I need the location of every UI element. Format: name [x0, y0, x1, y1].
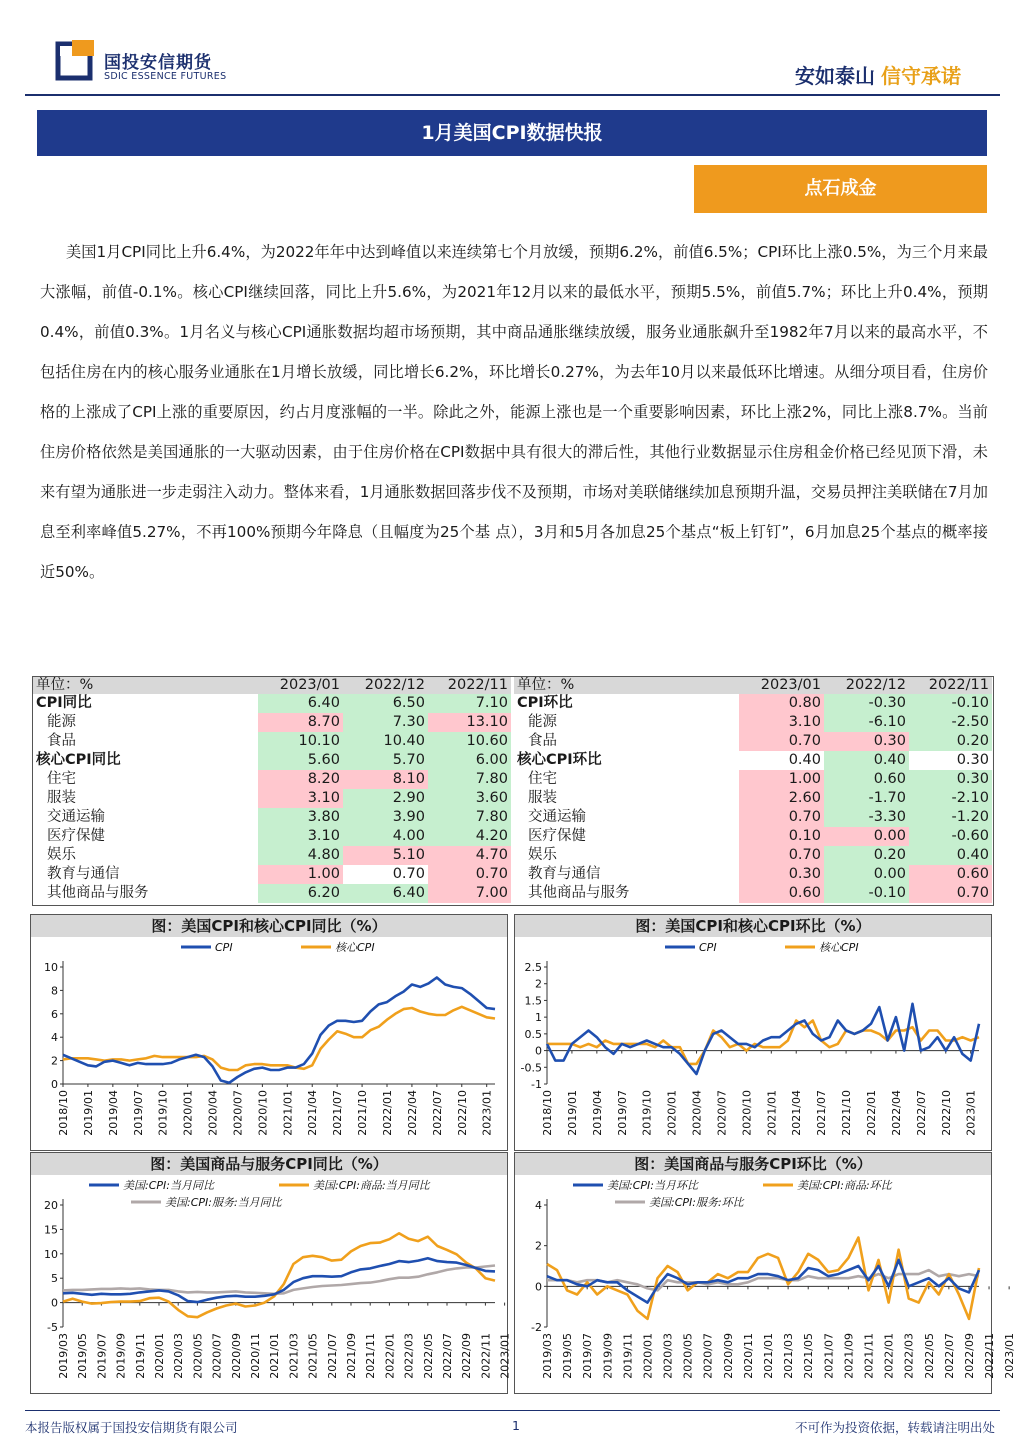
table-cell: 0.80	[739, 694, 824, 713]
y-tick-label: 10	[44, 1247, 58, 1261]
x-tick-label: 2022/11	[479, 1333, 493, 1379]
x-tick-label: 2020/05	[191, 1333, 205, 1379]
x-tick-label: 2021/09	[345, 1333, 358, 1379]
table-cell: 0.60	[739, 884, 824, 903]
y-tick-label: -2	[531, 1321, 542, 1334]
table-cell: -2.10	[909, 789, 992, 808]
x-tick-label: 2021/11	[862, 1333, 876, 1379]
table-cell: 1.00	[258, 865, 343, 884]
legend-label: 美国:CPI:商品:环比	[797, 1179, 892, 1192]
row-label: CPI环比	[514, 694, 739, 713]
y-tick-label: 1	[535, 1011, 542, 1025]
legend-label: CPI	[699, 941, 717, 954]
legend-label: 核心CPI	[335, 941, 375, 954]
x-tick-label: 2021/10	[840, 1090, 854, 1136]
x-tick-label: 2022/04	[889, 1090, 903, 1136]
x-tick-label: 2020/05	[681, 1333, 695, 1379]
x-tick-label: 2020/11	[249, 1333, 262, 1379]
table-cell: -0.60	[909, 827, 992, 846]
x-tick-label: 2022/03	[902, 1333, 916, 1379]
table-cell: 5.70	[343, 751, 428, 770]
row-label: 能源	[33, 713, 258, 732]
x-tick-label: 2022/01	[381, 1090, 394, 1136]
table-cell: 8.20	[258, 770, 343, 789]
table-cell: 0.70	[739, 846, 824, 865]
table-cell: 6.20	[258, 884, 343, 903]
y-tick-label: 2.5	[524, 961, 542, 974]
table-cell: 0.40	[909, 846, 992, 865]
table-cell: 0.10	[739, 827, 824, 846]
summary-paragraph: 美国1月CPI同比上升6.4%，为2022年年中达到峰值以来连续第七个月放缓，预期6.2%，前值6.5%；CPI环比上涨0.5%，为三个月来最大涨幅，前值-0.1%。核心CPI继续回落，同比上升5.6%，为2021年12月以来的最低水平，预期5.5%，前值5.7%；环比上升0.4%，预期0.4%，前值0.3%。1月名义与核心CPI通胀数据均超市场预期，其中商品通胀继续放缓，服务业通胀飙升至1982年7月以来的最高水平，不包括住房在内的核心服务业通胀在1月增长放缓，同比增长6.2%，环比增长0.27%，为去年10月以来最低环比增速。从细分项目看，住房价格的上涨成了CPI上涨的重要原因，约占月度涨幅的一半。除此之外，能源上涨也是一个重要影响因素，环比上涨2%，同比上涨8.7%。当前住房价格依然是美国通胀的一大驱动因素，由于住房价格在CPI数据中具有很大的滞后性，其他行业数据显示住房租金价格已经见顶下滑，未来有望为通胀进一步走弱注入动力。整体来看，1月通胀数据回落步伐不及预期，市场对美联储继续加息预期升温，交易员押注美联储在7月加息至利率峰值5.27%，不再100%预期今年降息（且幅度为25个基 点），3月和5月各加息25个基点“板上钉钉”，6月加息25个基点的概率接近50%。	[40, 243, 988, 581]
row-label: 医疗保健	[514, 827, 739, 846]
x-tick-label: 2022/05	[922, 1333, 936, 1379]
table-cell: 3.90	[343, 808, 428, 827]
x-tick-label: 2020/04	[206, 1090, 220, 1136]
x-tick-label: 2021/04	[306, 1090, 320, 1136]
series-line	[63, 1007, 495, 1070]
logo-company-name-en: SDIC ESSENCE FUTURES	[104, 71, 227, 82]
table-cell: 4.70	[428, 846, 511, 865]
x-tick-label: 2020/07	[210, 1333, 224, 1379]
table-cell: 10.60	[428, 732, 511, 751]
table-cell: 6.40	[343, 884, 428, 903]
legend-label: 美国:CPI:当月环比	[607, 1179, 698, 1192]
table-row	[514, 751, 992, 770]
table-cell: 0.30	[909, 770, 992, 789]
y-tick-label: -1	[531, 1078, 542, 1091]
x-tick-label: 2021/01	[268, 1333, 282, 1379]
chart-panel-cpi-mom	[514, 914, 992, 1151]
footer-disclaimer: 不可作为投资依据，转载请注明出处	[794, 1420, 995, 1435]
x-tick-label: 2023/01	[498, 1333, 512, 1379]
x-tick-label: 2022/09	[460, 1333, 474, 1379]
table-cell: 4.80	[258, 846, 343, 865]
table-row	[514, 808, 992, 827]
table-row	[33, 732, 511, 751]
y-tick-label: -0.5	[520, 1061, 542, 1075]
table-column-header: 2022/11	[428, 677, 511, 694]
table-unit: 单位：%	[33, 677, 258, 694]
x-tick-label: 2020/09	[721, 1333, 735, 1379]
row-label: 教育与通信	[33, 865, 258, 884]
logo-company-name: 国投安信期货	[104, 53, 212, 73]
x-tick-label: 2020/03	[172, 1333, 186, 1379]
x-tick-label: 2021/07	[815, 1090, 829, 1136]
table-cell: 8.70	[258, 713, 343, 732]
row-label: 核心CPI环比	[514, 751, 739, 770]
table-cell: 7.80	[428, 808, 511, 827]
x-tick-label: 2019/04	[106, 1090, 120, 1136]
table-row	[514, 884, 992, 903]
table-column-header: 2023/01	[739, 677, 824, 694]
table-column-header: 2022/12	[343, 677, 428, 694]
report-title: 1月美国CPI数据快报	[37, 110, 987, 156]
x-tick-label: 2023/01	[964, 1090, 978, 1136]
chart-goods-services-yoy	[31, 1175, 512, 1393]
x-tick-label: 2018/10	[541, 1090, 554, 1136]
x-tick-label: 2020/09	[229, 1333, 243, 1379]
table-header-row	[514, 677, 992, 694]
y-tick-label: 4	[535, 1199, 542, 1212]
table-cell: 0.00	[824, 865, 909, 884]
x-tick-label: 2019/10	[640, 1090, 654, 1136]
x-tick-label: 2022/11	[983, 1333, 997, 1379]
x-tick-label: 2019/04	[590, 1090, 604, 1136]
header-divider	[25, 94, 1000, 96]
table-cell: -1.20	[909, 808, 992, 827]
table-cell: 0.40	[824, 751, 909, 770]
row-label: 娱乐	[514, 846, 739, 865]
x-tick-label: 2022/07	[942, 1333, 956, 1379]
y-tick-label: 0.5	[524, 1027, 542, 1041]
x-tick-label: 2022/03	[402, 1333, 416, 1379]
table-cell: 0.70	[343, 865, 428, 884]
x-tick-label: 2019/01	[565, 1090, 579, 1136]
table-column-header: 2022/11	[909, 677, 992, 694]
table-cell: 0.00	[824, 827, 909, 846]
x-tick-label: 2019/07	[131, 1090, 145, 1136]
legend-label: 美国:CPI:服务:环比	[649, 1196, 744, 1209]
x-tick-label: 2019/11	[621, 1333, 635, 1379]
x-tick-label: 2021/05	[802, 1333, 816, 1379]
x-tick-label: 2022/05	[421, 1333, 435, 1379]
x-tick-label: 2020/04	[690, 1090, 704, 1136]
slogan-part-1: 安如泰山	[795, 64, 875, 88]
row-label: 娱乐	[33, 846, 258, 865]
x-tick-label: 2020/01	[153, 1333, 166, 1379]
y-tick-label: 2	[535, 977, 542, 991]
x-tick-label: 2020/01	[641, 1333, 655, 1379]
x-tick-label: 2020/10	[740, 1090, 754, 1136]
table-header-row	[33, 677, 511, 694]
row-label: 交通运输	[514, 808, 739, 827]
table-row	[33, 751, 511, 770]
table-unit: 单位：%	[514, 677, 739, 694]
x-tick-label: 2022/01	[865, 1090, 878, 1136]
x-tick-label: 2020/01	[181, 1090, 195, 1136]
table-cell: 3.60	[428, 789, 511, 808]
series-line	[63, 1258, 495, 1302]
y-tick-label: 2	[51, 1054, 58, 1068]
x-tick-label: 2022/07	[441, 1333, 454, 1379]
x-tick-label: 2019/07	[95, 1333, 109, 1379]
x-tick-label: 2021/07	[325, 1333, 339, 1379]
table-row	[33, 770, 511, 789]
x-tick-label: 2022/10	[455, 1090, 469, 1136]
row-label: 能源	[514, 713, 739, 732]
table-cell: 0.30	[824, 732, 909, 751]
slogan	[795, 60, 961, 89]
table-cell: 3.10	[739, 713, 824, 732]
table-row	[514, 694, 992, 713]
legend-label: 美国:CPI:当月同比	[123, 1179, 214, 1192]
x-tick-label: 2020/07	[715, 1090, 729, 1136]
table-cell: 7.10	[428, 694, 511, 713]
table-row	[33, 827, 511, 846]
series-line	[547, 1021, 979, 1064]
x-tick-label: 2022/07	[430, 1090, 444, 1136]
y-tick-label: 0	[535, 1044, 542, 1058]
y-tick-label: 6	[51, 1007, 58, 1021]
y-tick-label: 1.5	[524, 994, 542, 1008]
table-row	[514, 770, 992, 789]
table-cell: 0.20	[824, 846, 909, 865]
sdic-logo-icon	[52, 40, 94, 82]
table-cell: 7.30	[343, 713, 428, 732]
y-tick-label: 10	[44, 961, 58, 974]
table-cell: 0.70	[739, 732, 824, 751]
row-label: 核心CPI同比	[33, 751, 258, 770]
table-cell: -6.10	[824, 713, 909, 732]
table-cell: 5.60	[258, 751, 343, 770]
x-tick-label: 2022/10	[939, 1090, 953, 1136]
table-cell: 2.60	[739, 789, 824, 808]
x-tick-label: 2022/09	[962, 1333, 976, 1379]
x-tick-label: 2020/10	[256, 1090, 270, 1136]
chart-title: 图：美国商品与服务CPI同比（%）	[31, 1153, 507, 1175]
table-cell: 0.30	[909, 751, 992, 770]
y-tick-label: 15	[44, 1223, 58, 1237]
page-number: 1	[512, 1418, 520, 1433]
cpi-mom-table	[514, 677, 992, 903]
table-cell: 8.10	[343, 770, 428, 789]
x-tick-label: 2019/01	[81, 1090, 95, 1136]
table-row	[514, 846, 992, 865]
x-tick-label: 2021/05	[306, 1333, 320, 1379]
x-tick-label: 2023/01	[480, 1090, 494, 1136]
table-cell: 5.10	[343, 846, 428, 865]
y-tick-label: -5	[47, 1321, 58, 1334]
x-tick-label: 2021/07	[331, 1090, 345, 1136]
x-tick-label: 2019/05	[76, 1333, 90, 1379]
table-cell: 6.40	[258, 694, 343, 713]
x-tick-label: 2020/03	[661, 1333, 675, 1379]
row-label: 其他商品与服务	[514, 884, 739, 903]
table-row	[514, 732, 992, 751]
y-tick-label: 0	[51, 1078, 58, 1091]
x-tick-label: 2018/10	[57, 1090, 70, 1136]
table-cell: 0.60	[824, 770, 909, 789]
table-cell: 0.40	[739, 751, 824, 770]
table-cell: -0.10	[824, 884, 909, 903]
chart-cpi-yoy	[31, 937, 507, 1150]
table-cell: 7.80	[428, 770, 511, 789]
row-label: 住宅	[514, 770, 739, 789]
table-row	[33, 713, 511, 732]
table-cell: -0.10	[909, 694, 992, 713]
table-cell: 4.20	[428, 827, 511, 846]
table-column-header: 2022/12	[824, 677, 909, 694]
x-tick-label: 2021/03	[287, 1333, 301, 1379]
x-tick-label: 2019/07	[615, 1090, 629, 1136]
y-tick-label: 20	[44, 1199, 58, 1212]
x-tick-label: 2019/03	[57, 1333, 70, 1379]
x-tick-label: 2020/07	[231, 1090, 245, 1136]
table-cell: 2.90	[343, 789, 428, 808]
row-label: CPI同比	[33, 694, 258, 713]
x-tick-label: 2019/09	[114, 1333, 128, 1379]
x-tick-label: 2022/01	[882, 1333, 896, 1379]
y-tick-label: 2	[535, 1239, 542, 1253]
row-label: 交通运输	[33, 808, 258, 827]
x-tick-label: 2022/04	[405, 1090, 419, 1136]
legend-label: CPI	[215, 941, 233, 954]
row-label: 医疗保健	[33, 827, 258, 846]
x-tick-label: 2021/09	[842, 1333, 856, 1379]
x-tick-label: 2023/01	[1003, 1333, 1017, 1379]
table-cell: 10.40	[343, 732, 428, 751]
chart-panel-cpi-yoy	[30, 914, 508, 1151]
series-line	[63, 1233, 495, 1317]
table-row	[33, 694, 511, 713]
x-tick-label: 2021/01	[762, 1333, 776, 1379]
x-tick-label: 2021/01	[281, 1090, 295, 1136]
table-cell: 3.80	[258, 808, 343, 827]
table-cell: -2.50	[909, 713, 992, 732]
x-tick-label: 2020/07	[701, 1333, 715, 1379]
table-cell: 0.70	[909, 884, 992, 903]
chart-panel-goods-services-yoy	[30, 1152, 512, 1394]
table-cell: 10.10	[258, 732, 343, 751]
table-row	[33, 789, 511, 808]
table-row	[514, 789, 992, 808]
chart-cpi-mom	[515, 937, 991, 1150]
legend-label: 核心CPI	[819, 941, 859, 954]
x-tick-label: 2020/01	[665, 1090, 679, 1136]
table-cell: 0.20	[909, 732, 992, 751]
table-row	[33, 808, 511, 827]
x-tick-label: 2021/04	[790, 1090, 804, 1136]
x-tick-label: 2021/11	[364, 1333, 378, 1379]
table-cell: -0.30	[824, 694, 909, 713]
x-tick-label: 2022/01	[383, 1333, 397, 1379]
table-cell: -1.70	[824, 789, 909, 808]
y-tick-label: 5	[51, 1272, 58, 1286]
table-row	[33, 865, 511, 884]
y-tick-label: 0	[535, 1280, 542, 1294]
table-cell: 6.50	[343, 694, 428, 713]
x-tick-label: 2021/03	[782, 1333, 796, 1379]
row-label: 食品	[514, 732, 739, 751]
x-tick-label: 2021/10	[356, 1090, 370, 1136]
x-tick-label: 2019/09	[601, 1333, 615, 1379]
x-tick-label: 2019/10	[156, 1090, 170, 1136]
chart-title: 图：美国商品与服务CPI环比（%）	[515, 1153, 991, 1175]
legend-label: 美国:CPI:商品:当月同比	[313, 1179, 430, 1192]
series-line	[547, 1004, 979, 1074]
x-tick-label: 2019/05	[561, 1333, 575, 1379]
y-tick-label: 8	[51, 984, 58, 998]
series-line	[547, 1260, 979, 1303]
table-cell: 6.00	[428, 751, 511, 770]
table-cell: 0.70	[428, 865, 511, 884]
chart-title: 图：美国CPI和核心CPI环比（%）	[515, 915, 991, 937]
x-tick-label: 2021/01	[765, 1090, 779, 1136]
row-label: 服装	[514, 789, 739, 808]
footer-copyright: 本报告版权属于国投安信期货有限公司	[25, 1420, 238, 1435]
table-row	[514, 713, 992, 732]
table-row	[33, 846, 511, 865]
table-cell: 13.10	[428, 713, 511, 732]
table-cell: 0.70	[739, 808, 824, 827]
row-label: 教育与通信	[514, 865, 739, 884]
table-cell: -3.30	[824, 808, 909, 827]
table-cell: 3.10	[258, 827, 343, 846]
x-tick-label: 2019/03	[541, 1333, 554, 1379]
series-line	[63, 978, 495, 1083]
table-cell: 0.60	[909, 865, 992, 884]
x-tick-label: 2021/07	[822, 1333, 836, 1379]
y-tick-label: 0	[51, 1296, 58, 1310]
table-cell: 4.00	[343, 827, 428, 846]
chart-goods-services-mom	[515, 1175, 1017, 1393]
legend-label: 美国:CPI:服务:当月同比	[165, 1196, 282, 1209]
y-tick-label: 4	[51, 1031, 58, 1045]
x-tick-label: 2020/11	[741, 1333, 755, 1379]
table-cell: 0.30	[739, 865, 824, 884]
table-cell: 3.10	[258, 789, 343, 808]
chart-panel-goods-services-mom	[514, 1152, 1017, 1394]
x-tick-label: 2019/11	[133, 1333, 147, 1379]
row-label: 服装	[33, 789, 258, 808]
row-label: 食品	[33, 732, 258, 751]
table-cell: 1.00	[739, 770, 824, 789]
column-tag: 点石成金	[694, 165, 987, 213]
table-cell: 7.00	[428, 884, 511, 903]
page-header	[0, 0, 1025, 100]
chart-title: 图：美国CPI和核心CPI同比（%）	[31, 915, 507, 937]
table-row	[514, 865, 992, 884]
x-tick-label: 2022/07	[914, 1090, 928, 1136]
cpi-yoy-table	[33, 677, 511, 903]
table-row	[33, 884, 511, 903]
row-label: 住宅	[33, 770, 258, 789]
footer-divider	[25, 1410, 1000, 1411]
slogan-part-2: 信守承诺	[881, 64, 961, 88]
table-column-header: 2023/01	[258, 677, 343, 694]
row-label: 其他商品与服务	[33, 884, 258, 903]
table-row	[514, 827, 992, 846]
x-tick-label: 2019/07	[581, 1333, 595, 1379]
